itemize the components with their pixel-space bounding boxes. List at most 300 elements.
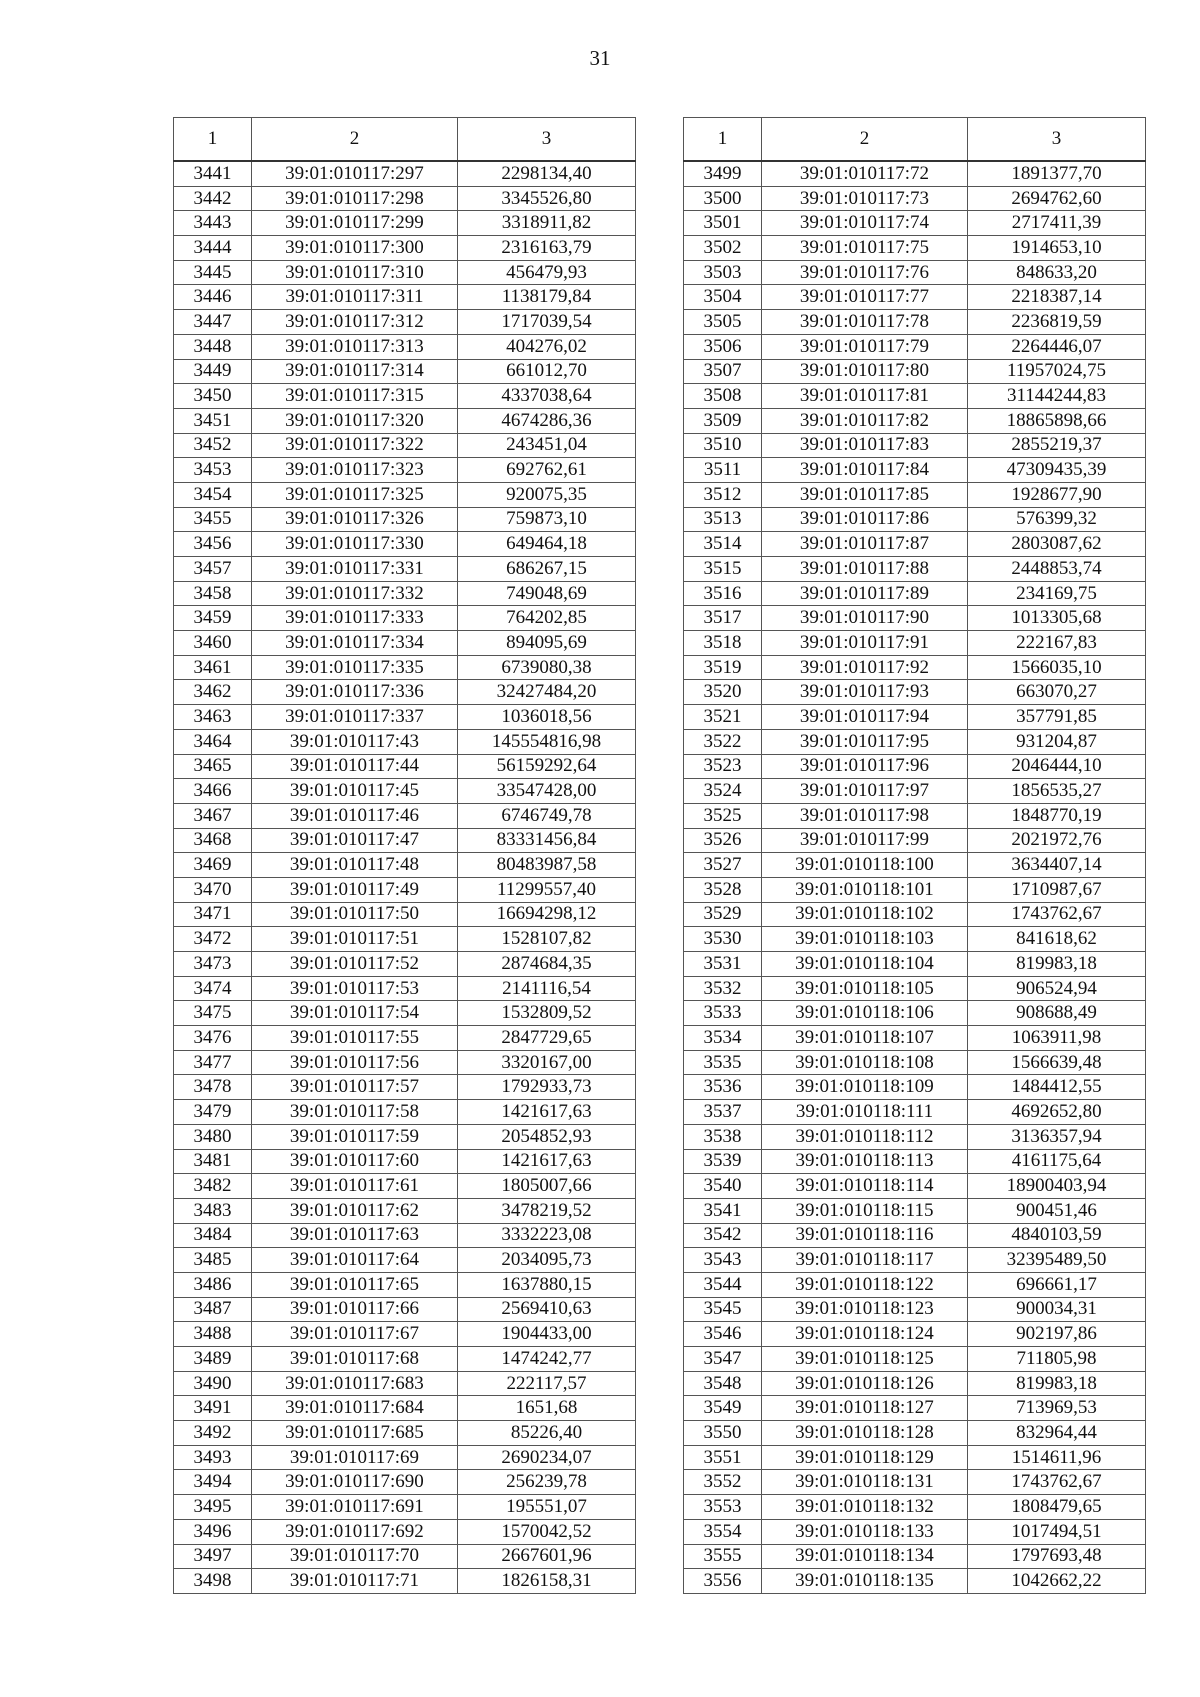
value-cell: 819983,18: [968, 952, 1146, 977]
cadastral-number-cell: 39:01:010117:83: [762, 433, 968, 458]
row-number-cell: 3480: [174, 1124, 252, 1149]
cadastral-number-cell: 39:01:010117:92: [762, 655, 968, 680]
value-cell: 1138179,84: [458, 285, 636, 310]
value-cell: 2021972,76: [968, 828, 1146, 853]
cadastral-number-cell: 39:01:010117:59: [252, 1124, 458, 1149]
row-number-cell: 3452: [174, 433, 252, 458]
table-row: [684, 1198, 1146, 1223]
value-cell: 1484412,55: [968, 1075, 1146, 1100]
table-row: [174, 1495, 636, 1520]
row-number-cell: 3511: [684, 458, 762, 483]
table-header-row: [174, 118, 636, 162]
cadastral-number-cell: 39:01:010117:90: [762, 606, 968, 631]
cadastral-number-cell: 39:01:010117:68: [252, 1347, 458, 1372]
table-row: [684, 1075, 1146, 1100]
table-row: [174, 927, 636, 952]
table-row: [174, 1544, 636, 1569]
value-cell: 3332223,08: [458, 1223, 636, 1248]
value-cell: 3320167,00: [458, 1050, 636, 1075]
row-number-cell: 3449: [174, 359, 252, 384]
table-row: [684, 1050, 1146, 1075]
table-row: [684, 1322, 1146, 1347]
cadastral-number-cell: 39:01:010117:315: [252, 384, 458, 409]
value-cell: 11957024,75: [968, 359, 1146, 384]
table-row: [174, 1174, 636, 1199]
value-cell: 2690234,07: [458, 1445, 636, 1470]
value-cell: 1036018,56: [458, 705, 636, 730]
table-row: [684, 1272, 1146, 1297]
table-row: [174, 359, 636, 384]
cadastral-number-cell: 39:01:010117:85: [762, 482, 968, 507]
table-row: [174, 1100, 636, 1125]
table-row: [684, 729, 1146, 754]
value-cell: 3318911,82: [458, 211, 636, 236]
table-row: [174, 482, 636, 507]
row-number-cell: 3553: [684, 1495, 762, 1520]
table-row: [174, 952, 636, 977]
value-cell: 749048,69: [458, 581, 636, 606]
value-cell: 32427484,20: [458, 680, 636, 705]
cadastral-number-cell: 39:01:010117:44: [252, 754, 458, 779]
table-row: [684, 1124, 1146, 1149]
row-number-cell: 3494: [174, 1470, 252, 1495]
value-cell: 4840103,59: [968, 1223, 1146, 1248]
table-row: [174, 1248, 636, 1273]
table-row: [684, 1248, 1146, 1273]
value-cell: 848633,20: [968, 260, 1146, 285]
cadastral-number-cell: 39:01:010118:132: [762, 1495, 968, 1520]
table-row: [174, 1445, 636, 1470]
value-cell: 222167,83: [968, 631, 1146, 656]
row-number-cell: 3459: [174, 606, 252, 631]
row-number-cell: 3543: [684, 1248, 762, 1273]
row-number-cell: 3526: [684, 828, 762, 853]
cadastral-number-cell: 39:01:010117:73: [762, 186, 968, 211]
cadastral-number-cell: 39:01:010117:75: [762, 236, 968, 261]
cadastral-number-cell: 39:01:010118:133: [762, 1519, 968, 1544]
table-row: [684, 1495, 1146, 1520]
table-row: [684, 976, 1146, 1001]
value-cell: 2803087,62: [968, 532, 1146, 557]
value-cell: 3136357,94: [968, 1124, 1146, 1149]
row-number-cell: 3549: [684, 1396, 762, 1421]
table-row: [684, 285, 1146, 310]
row-number-cell: 3444: [174, 236, 252, 261]
table-row: [684, 1001, 1146, 1026]
value-cell: 908688,49: [968, 1001, 1146, 1026]
row-number-cell: 3536: [684, 1075, 762, 1100]
table-row: [684, 1026, 1146, 1051]
value-cell: 1421617,63: [458, 1100, 636, 1125]
row-number-cell: 3476: [174, 1026, 252, 1051]
table-row: [174, 260, 636, 285]
row-number-cell: 3498: [174, 1569, 252, 1594]
row-number-cell: 3515: [684, 557, 762, 582]
row-number-cell: 3441: [174, 161, 252, 186]
row-number-cell: 3501: [684, 211, 762, 236]
value-cell: 1710987,67: [968, 877, 1146, 902]
cadastral-number-cell: 39:01:010117:691: [252, 1495, 458, 1520]
cadastral-number-cell: 39:01:010117:89: [762, 581, 968, 606]
cadastral-number-cell: 39:01:010118:107: [762, 1026, 968, 1051]
cadastral-number-cell: 39:01:010117:60: [252, 1149, 458, 1174]
value-cell: 894095,69: [458, 631, 636, 656]
cadastral-number-cell: 39:01:010117:66: [252, 1297, 458, 1322]
value-cell: 85226,40: [458, 1421, 636, 1446]
table-row: [684, 606, 1146, 631]
row-number-cell: 3523: [684, 754, 762, 779]
value-cell: 1904433,00: [458, 1322, 636, 1347]
value-cell: 692762,61: [458, 458, 636, 483]
value-cell: 2717411,39: [968, 211, 1146, 236]
value-cell: 1805007,66: [458, 1174, 636, 1199]
row-number-cell: 3522: [684, 729, 762, 754]
value-cell: 1528107,82: [458, 927, 636, 952]
row-number-cell: 3547: [684, 1347, 762, 1372]
table-row: [684, 557, 1146, 582]
row-number-cell: 3510: [684, 433, 762, 458]
table-row: [174, 532, 636, 557]
table-row: [684, 680, 1146, 705]
cadastral-number-cell: 39:01:010117:76: [762, 260, 968, 285]
table-row: [684, 705, 1146, 730]
value-cell: 2694762,60: [968, 186, 1146, 211]
row-number-cell: 3544: [684, 1272, 762, 1297]
value-cell: 31144244,83: [968, 384, 1146, 409]
cadastral-number-cell: 39:01:010117:53: [252, 976, 458, 1001]
value-cell: 1717039,54: [458, 310, 636, 335]
table-row: [174, 1026, 636, 1051]
row-number-cell: 3531: [684, 952, 762, 977]
table-row: [684, 310, 1146, 335]
row-number-cell: 3545: [684, 1297, 762, 1322]
row-number-cell: 3474: [174, 976, 252, 1001]
row-number-cell: 3487: [174, 1297, 252, 1322]
row-number-cell: 3538: [684, 1124, 762, 1149]
row-number-cell: 3499: [684, 161, 762, 186]
cadastral-number-cell: 39:01:010117:314: [252, 359, 458, 384]
row-number-cell: 3468: [174, 828, 252, 853]
cadastral-number-cell: 39:01:010118:131: [762, 1470, 968, 1495]
row-number-cell: 3552: [684, 1470, 762, 1495]
value-cell: 1063911,98: [968, 1026, 1146, 1051]
cadastral-number-cell: 39:01:010117:65: [252, 1272, 458, 1297]
table-row: [174, 1421, 636, 1446]
cadastral-number-cell: 39:01:010118:114: [762, 1174, 968, 1199]
value-cell: 56159292,64: [458, 754, 636, 779]
value-cell: 357791,85: [968, 705, 1146, 730]
row-number-cell: 3473: [174, 952, 252, 977]
value-cell: 832964,44: [968, 1421, 1146, 1446]
row-number-cell: 3507: [684, 359, 762, 384]
value-cell: 1532809,52: [458, 1001, 636, 1026]
table-row: [174, 1001, 636, 1026]
table-row: [684, 161, 1146, 186]
cadastral-number-cell: 39:01:010118:105: [762, 976, 968, 1001]
cadastral-number-cell: 39:01:010118:104: [762, 952, 968, 977]
table-row: [174, 803, 636, 828]
cadastral-number-cell: 39:01:010118:113: [762, 1149, 968, 1174]
row-number-cell: 3513: [684, 507, 762, 532]
value-cell: 145554816,98: [458, 729, 636, 754]
table-row: [174, 433, 636, 458]
row-number-cell: 3453: [174, 458, 252, 483]
value-cell: 2316163,79: [458, 236, 636, 261]
cadastral-number-cell: 39:01:010118:126: [762, 1371, 968, 1396]
table-row: [684, 1149, 1146, 1174]
value-cell: 1826158,31: [458, 1569, 636, 1594]
table-row: [684, 260, 1146, 285]
row-number-cell: 3447: [174, 310, 252, 335]
table-row: [684, 902, 1146, 927]
cadastral-number-cell: 39:01:010117:299: [252, 211, 458, 236]
cadastral-number-cell: 39:01:010118:109: [762, 1075, 968, 1100]
row-number-cell: 3464: [174, 729, 252, 754]
row-number-cell: 3443: [174, 211, 252, 236]
row-number-cell: 3537: [684, 1100, 762, 1125]
table-row: [174, 606, 636, 631]
table-row: [684, 581, 1146, 606]
value-cell: 1013305,68: [968, 606, 1146, 631]
row-number-cell: 3485: [174, 1248, 252, 1273]
value-cell: 1566639,48: [968, 1050, 1146, 1075]
table-row: [684, 507, 1146, 532]
cadastral-number-cell: 39:01:010117:78: [762, 310, 968, 335]
row-number-cell: 3534: [684, 1026, 762, 1051]
row-number-cell: 3556: [684, 1569, 762, 1594]
cadastral-number-cell: 39:01:010118:124: [762, 1322, 968, 1347]
cadastral-number-cell: 39:01:010117:94: [762, 705, 968, 730]
cadastral-number-cell: 39:01:010117:336: [252, 680, 458, 705]
row-number-cell: 3500: [684, 186, 762, 211]
row-number-cell: 3458: [174, 581, 252, 606]
row-number-cell: 3504: [684, 285, 762, 310]
table-row: [174, 631, 636, 656]
value-cell: 841618,62: [968, 927, 1146, 952]
cadastral-number-cell: 39:01:010117:333: [252, 606, 458, 631]
table-row: [684, 1223, 1146, 1248]
cadastral-number-cell: 39:01:010117:332: [252, 581, 458, 606]
cadastral-number-cell: 39:01:010117:337: [252, 705, 458, 730]
value-cell: 1637880,15: [458, 1272, 636, 1297]
table-row: [174, 754, 636, 779]
cadastral-number-cell: 39:01:010117:690: [252, 1470, 458, 1495]
right-table: [683, 117, 1146, 1594]
row-number-cell: 3516: [684, 581, 762, 606]
left-table-body: [174, 161, 636, 1593]
cadastral-number-cell: 39:01:010118:106: [762, 1001, 968, 1026]
cadastral-number-cell: 39:01:010117:322: [252, 433, 458, 458]
cadastral-number-cell: 39:01:010117:297: [252, 161, 458, 186]
row-number-cell: 3541: [684, 1198, 762, 1223]
table-row: [174, 186, 636, 211]
table-row: [174, 1050, 636, 1075]
table-row: [174, 1470, 636, 1495]
table-row: [174, 1149, 636, 1174]
table-row: [684, 631, 1146, 656]
cadastral-number-cell: 39:01:010117:331: [252, 557, 458, 582]
value-cell: 2141116,54: [458, 976, 636, 1001]
table-row: [684, 655, 1146, 680]
value-cell: 2046444,10: [968, 754, 1146, 779]
row-number-cell: 3482: [174, 1174, 252, 1199]
row-number-cell: 3492: [174, 1421, 252, 1446]
row-number-cell: 3497: [174, 1544, 252, 1569]
cadastral-number-cell: 39:01:010117:69: [252, 1445, 458, 1470]
cadastral-number-cell: 39:01:010117:63: [252, 1223, 458, 1248]
cadastral-number-cell: 39:01:010118:127: [762, 1396, 968, 1421]
cadastral-number-cell: 39:01:010118:103: [762, 927, 968, 952]
value-cell: 900034,31: [968, 1297, 1146, 1322]
table-row: [684, 433, 1146, 458]
value-cell: 404276,02: [458, 334, 636, 359]
value-cell: 4337038,64: [458, 384, 636, 409]
table-row: [174, 1569, 636, 1594]
row-number-cell: 3466: [174, 779, 252, 804]
table-row: [684, 828, 1146, 853]
row-number-cell: 3508: [684, 384, 762, 409]
cadastral-number-cell: 39:01:010117:80: [762, 359, 968, 384]
cadastral-number-cell: 39:01:010118:125: [762, 1347, 968, 1372]
table-row: [174, 705, 636, 730]
cadastral-number-cell: 39:01:010117:91: [762, 631, 968, 656]
table-row: [174, 236, 636, 261]
value-cell: 1566035,10: [968, 655, 1146, 680]
cadastral-number-cell: 39:01:010117:45: [252, 779, 458, 804]
value-cell: 83331456,84: [458, 828, 636, 853]
table-row: [174, 581, 636, 606]
table-row: [174, 384, 636, 409]
value-cell: 764202,85: [458, 606, 636, 631]
row-number-cell: 3502: [684, 236, 762, 261]
table-row: [684, 1297, 1146, 1322]
value-cell: 663070,27: [968, 680, 1146, 705]
cadastral-number-cell: 39:01:010117:335: [252, 655, 458, 680]
table-row: [174, 1272, 636, 1297]
row-number-cell: 3478: [174, 1075, 252, 1100]
table-row: [684, 1347, 1146, 1372]
cadastral-number-cell: 39:01:010118:122: [762, 1272, 968, 1297]
row-number-cell: 3469: [174, 853, 252, 878]
value-cell: 243451,04: [458, 433, 636, 458]
row-number-cell: 3448: [174, 334, 252, 359]
row-number-cell: 3548: [684, 1371, 762, 1396]
row-number-cell: 3456: [174, 532, 252, 557]
table-row: [174, 1347, 636, 1372]
page-number: 31: [589, 46, 611, 70]
table-row: [174, 310, 636, 335]
cadastral-number-cell: 39:01:010117:88: [762, 557, 968, 582]
cadastral-number-cell: 39:01:010117:57: [252, 1075, 458, 1100]
cadastral-number-cell: 39:01:010117:50: [252, 902, 458, 927]
table-row: [684, 1421, 1146, 1446]
table-row: [684, 1544, 1146, 1569]
row-number-cell: 3475: [174, 1001, 252, 1026]
row-number-cell: 3484: [174, 1223, 252, 1248]
row-number-cell: 3471: [174, 902, 252, 927]
row-number-cell: 3527: [684, 853, 762, 878]
table-row: [174, 1519, 636, 1544]
value-cell: 1421617,63: [458, 1149, 636, 1174]
value-cell: 2569410,63: [458, 1297, 636, 1322]
cadastral-number-cell: 39:01:010117:692: [252, 1519, 458, 1544]
cadastral-number-cell: 39:01:010117:49: [252, 877, 458, 902]
table-row: [174, 680, 636, 705]
value-cell: 6746749,78: [458, 803, 636, 828]
row-number-cell: 3496: [174, 1519, 252, 1544]
value-cell: 1808479,65: [968, 1495, 1146, 1520]
row-number-cell: 3542: [684, 1223, 762, 1248]
table-row: [684, 877, 1146, 902]
table-row: [684, 754, 1146, 779]
row-number-cell: 3472: [174, 927, 252, 952]
table-row: [684, 1445, 1146, 1470]
cadastral-number-cell: 39:01:010117:58: [252, 1100, 458, 1125]
row-number-cell: 3506: [684, 334, 762, 359]
table-row: [684, 359, 1146, 384]
cadastral-number-cell: 39:01:010117:70: [252, 1544, 458, 1569]
row-number-cell: 3521: [684, 705, 762, 730]
value-cell: 661012,70: [458, 359, 636, 384]
cadastral-number-cell: 39:01:010117:54: [252, 1001, 458, 1026]
row-number-cell: 3488: [174, 1322, 252, 1347]
table-row: [174, 877, 636, 902]
value-cell: 4692652,80: [968, 1100, 1146, 1125]
cadastral-number-cell: 39:01:010117:62: [252, 1198, 458, 1223]
column-header: 2: [762, 118, 968, 162]
cadastral-number-cell: 39:01:010118:100: [762, 853, 968, 878]
value-cell: 920075,35: [458, 482, 636, 507]
row-number-cell: 3518: [684, 631, 762, 656]
table-row: [174, 557, 636, 582]
row-number-cell: 3442: [174, 186, 252, 211]
row-number-cell: 3524: [684, 779, 762, 804]
table-row: [684, 779, 1146, 804]
value-cell: 576399,32: [968, 507, 1146, 532]
cadastral-number-cell: 39:01:010118:134: [762, 1544, 968, 1569]
value-cell: 931204,87: [968, 729, 1146, 754]
table-row: [684, 1470, 1146, 1495]
value-cell: 900451,46: [968, 1198, 1146, 1223]
table-row: [684, 236, 1146, 261]
value-cell: 2218387,14: [968, 285, 1146, 310]
table-row: [174, 655, 636, 680]
table-row: [174, 1124, 636, 1149]
cadastral-number-cell: 39:01:010117:64: [252, 1248, 458, 1273]
row-number-cell: 3486: [174, 1272, 252, 1297]
table-row: [174, 729, 636, 754]
table-row: [684, 482, 1146, 507]
value-cell: 1651,68: [458, 1396, 636, 1421]
row-number-cell: 3509: [684, 408, 762, 433]
row-number-cell: 3525: [684, 803, 762, 828]
table-row: [684, 458, 1146, 483]
table-row: [684, 211, 1146, 236]
value-cell: 2034095,73: [458, 1248, 636, 1273]
cadastral-number-cell: 39:01:010118:123: [762, 1297, 968, 1322]
value-cell: 2298134,40: [458, 161, 636, 186]
value-cell: 2054852,93: [458, 1124, 636, 1149]
table-row: [684, 853, 1146, 878]
row-number-cell: 3540: [684, 1174, 762, 1199]
cadastral-number-cell: 39:01:010118:116: [762, 1223, 968, 1248]
cadastral-number-cell: 39:01:010117:323: [252, 458, 458, 483]
cadastral-number-cell: 39:01:010117:330: [252, 532, 458, 557]
row-number-cell: 3551: [684, 1445, 762, 1470]
table-row: [684, 1569, 1146, 1594]
cadastral-number-cell: 39:01:010117:93: [762, 680, 968, 705]
row-number-cell: 3550: [684, 1421, 762, 1446]
